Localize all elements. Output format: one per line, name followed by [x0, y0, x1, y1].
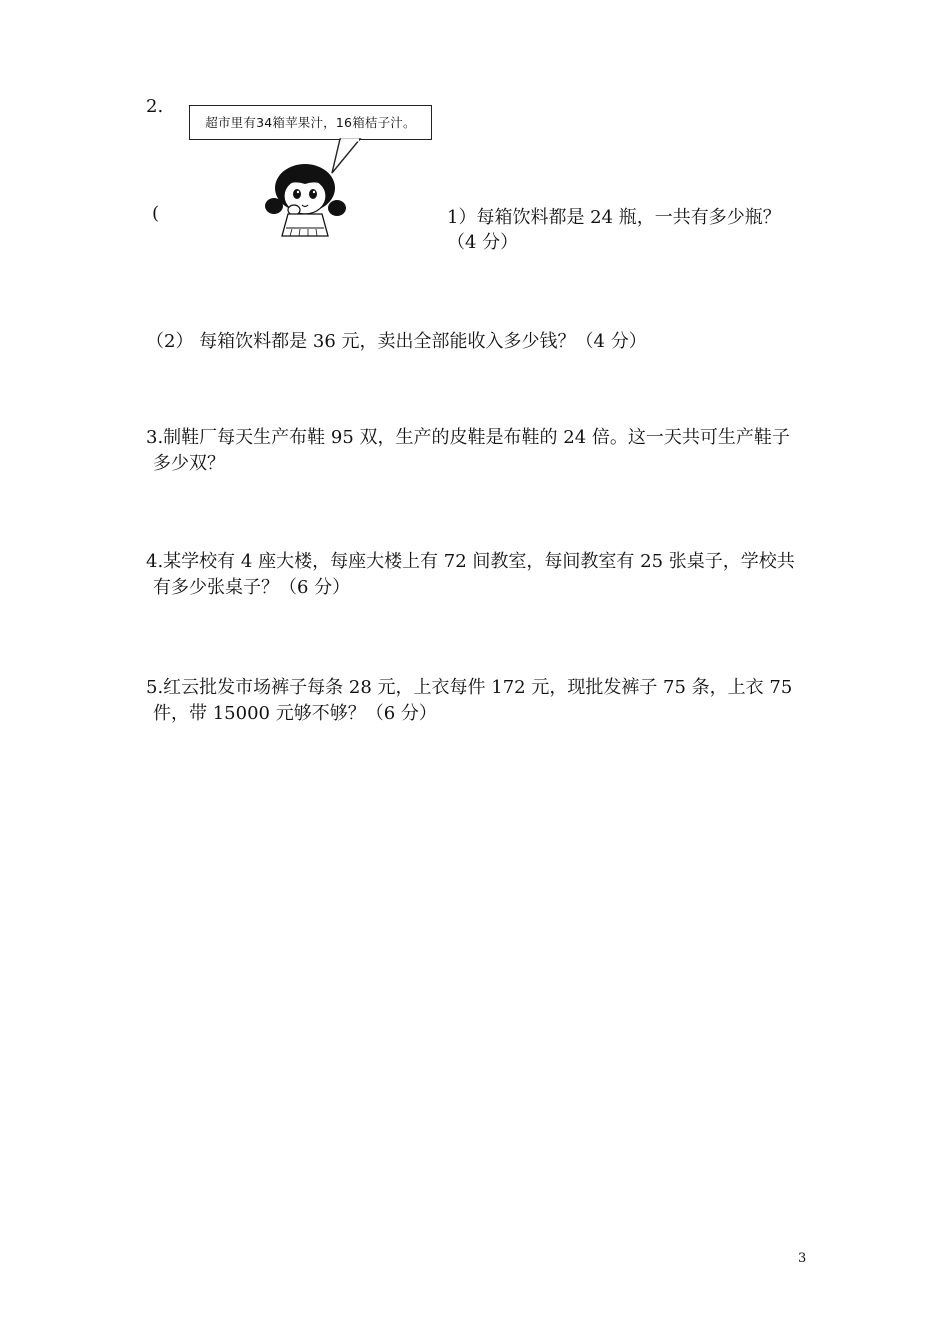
q3-line2: 多少双？ — [153, 453, 225, 474]
speech-bubble-text: 超市里有34箱苹果汁，16箱桔子汁。 — [205, 115, 416, 130]
page-number: 3 — [798, 1251, 807, 1266]
girl-illustration — [262, 128, 382, 243]
q2-sub1-line2: （4 分） — [447, 232, 519, 253]
q5-line2: 件，带 15000 元够不够？（6 分） — [153, 703, 437, 724]
q4-line1: 4.某学校有 4 座大楼，每座大楼上有 72 间教室，每间教室有 25 张桌子，学校共 — [146, 551, 795, 572]
q2-number: 2. — [146, 96, 164, 117]
q2-paren-open: ( — [152, 203, 160, 224]
q4-line2: 有多少张桌子？（6 分） — [153, 577, 351, 598]
q5-line1: 5.红云批发市场裤子每条 28 元，上衣每件 172 元，现批发裤子 75 条，上衣 75 — [146, 677, 793, 698]
q2-sub1-line1: 1）每箱饮料都是 24 瓶，一共有多少瓶？ — [447, 207, 781, 228]
q3-line1: 3.制鞋厂每天生产布鞋 95 双，生产的皮鞋是布鞋的 24 倍。这一天共可生产鞋子 — [146, 427, 790, 448]
q2-sub2: （2） 每箱饮料都是 36 元，卖出全部能收入多少钱？（4 分） — [146, 331, 647, 352]
